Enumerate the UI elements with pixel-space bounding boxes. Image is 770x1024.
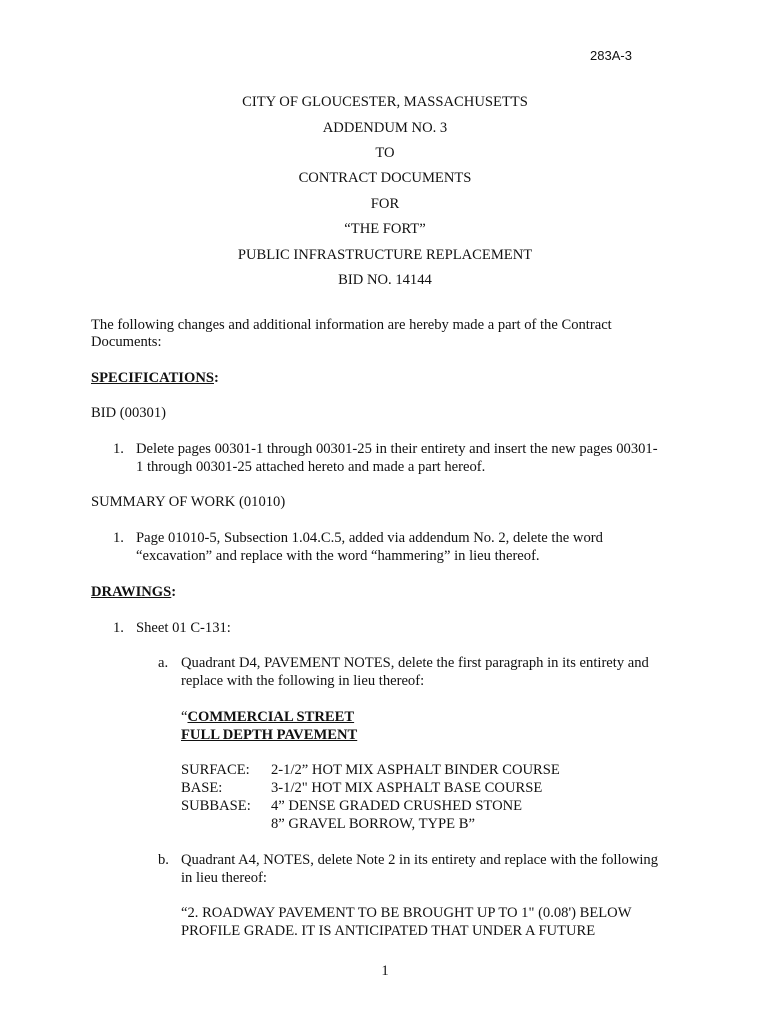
pavement-row-value: 3-1/2" HOT MIX ASPHALT BASE COURSE	[271, 780, 543, 796]
intro-line: The following changes and additional information are hereby made a part of the Contract	[91, 317, 612, 333]
heading-line: CONTRACT DOCUMENTS	[298, 170, 472, 186]
bid-item-line: 1 through 00301-25 attached hereto and made a part hereof.	[136, 459, 486, 475]
pavement-row-value: 8” GRAVEL BORROW, TYPE B”	[271, 816, 475, 832]
specifications-title: SPECIFICATIONS	[91, 370, 214, 386]
drawings-heading	[91, 584, 176, 601]
drawings-title: DRAWINGS	[91, 584, 172, 600]
pavement-row-value: 2-1/2” HOT MIX ASPHALT BINDER COURSE	[271, 762, 560, 778]
item-a-letter: a.	[158, 655, 169, 671]
item-a-line: Quadrant D4, PAVEMENT NOTES, delete the first paragraph in its entirety and	[181, 655, 649, 671]
drawings-colon: :	[171, 584, 177, 600]
pavement-row-label: SURFACE:	[181, 762, 250, 778]
full-depth-pavement-title: FULL DEPTH PAVEMENT	[181, 727, 358, 743]
note-2-quote-line: PROFILE GRADE. IT IS ANTICIPATED THAT UNDER A FUTURE	[181, 923, 596, 939]
bid-item-line: Delete pages 00301-1 through 00301-25 in their entirety and insert the new pages 00301-	[136, 441, 658, 457]
pavement-subtitle-1	[181, 709, 354, 726]
summary-item-number: 1.	[113, 530, 124, 546]
summary-item-line: Page 01010-5, Subsection 1.04.C.5, added via addendum No. 2, delete the word	[136, 530, 603, 546]
pavement-row-value: 4” DENSE GRADED CRUSHED STONE	[271, 798, 523, 814]
pavement-row-label: BASE:	[181, 780, 223, 796]
item-a-line: replace with the following in lieu thereof:	[181, 673, 425, 689]
sheet-number: 1.	[113, 620, 124, 636]
commercial-street-title: COMMERCIAL STREET	[187, 709, 355, 725]
heading-line: PUBLIC INFRASTRUCTURE REPLACEMENT	[237, 247, 533, 263]
specifications-colon: :	[214, 370, 219, 386]
item-b-line: in lieu thereof:	[181, 870, 267, 886]
heading-line: FOR	[370, 196, 400, 212]
specifications-heading	[91, 370, 219, 387]
heading-line: BID NO. 14144	[338, 272, 432, 288]
bid-heading: BID (00301)	[91, 405, 166, 421]
pavement-subtitle-2	[181, 727, 357, 744]
heading-line: “THE FORT”	[344, 221, 426, 237]
heading-line: TO	[375, 145, 395, 161]
page-number: 1	[381, 963, 389, 979]
open-quote: “	[181, 709, 188, 725]
summary-of-work-heading: SUMMARY OF WORK (01010)	[91, 494, 286, 510]
summary-item-line: “excavation” and replace with the word “hammering” in lieu thereof.	[136, 548, 540, 564]
heading-line: CITY OF GLOUCESTER, MASSACHUSETTS	[242, 94, 528, 110]
item-b-line: Quadrant A4, NOTES, delete Note 2 in its entirety and replace with the following	[181, 852, 659, 868]
heading-line: ADDENDUM NO. 3	[322, 120, 448, 136]
pavement-row-label: SUBBASE:	[181, 798, 251, 814]
note-2-quote-line: “2. ROADWAY PAVEMENT TO BE BROUGHT UP TO 1" (0.08') BELOW	[181, 905, 632, 921]
bid-item-number: 1.	[113, 441, 124, 457]
document-id: 283A-3	[590, 48, 632, 63]
intro-line: Documents:	[91, 334, 162, 350]
item-b-letter: b.	[158, 852, 169, 868]
sheet-label: Sheet 01 C-131:	[136, 620, 231, 636]
